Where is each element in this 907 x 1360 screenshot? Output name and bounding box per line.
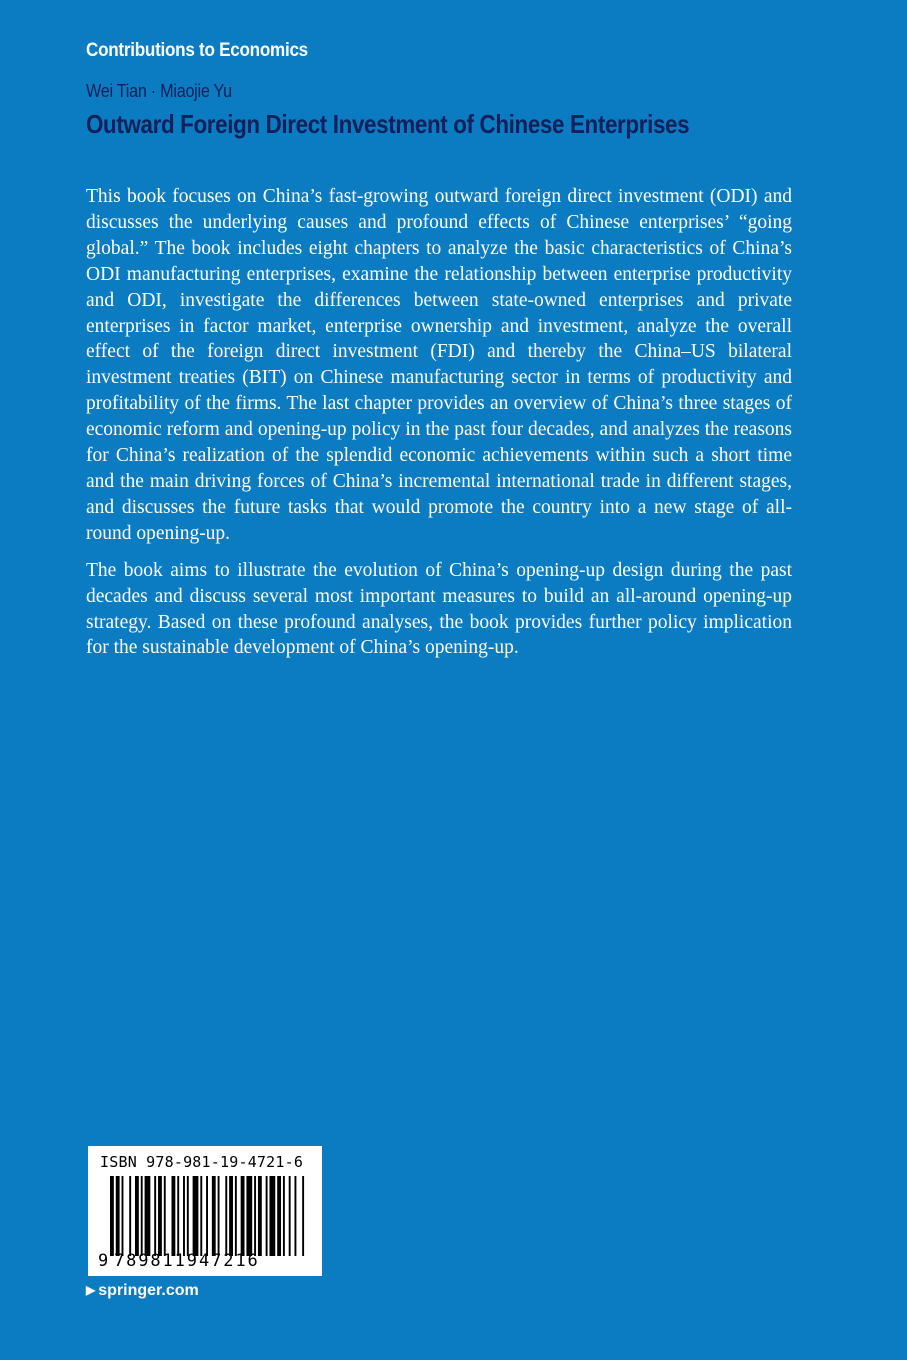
barcode-bar	[141, 1176, 143, 1256]
barcode-bar	[283, 1176, 285, 1256]
publisher-link[interactable]	[86, 1282, 199, 1300]
barcode-bar	[187, 1176, 189, 1256]
barcode-bar	[154, 1176, 156, 1256]
book-description	[86, 184, 792, 672]
barcode-first-digit: 9	[98, 1251, 109, 1271]
barcode-bar	[258, 1176, 262, 1256]
barcode-bar	[218, 1176, 220, 1256]
barcode-bar	[145, 1176, 151, 1256]
barcode-bar	[116, 1176, 120, 1256]
barcode-bar	[302, 1176, 304, 1256]
barcode-bar	[235, 1176, 237, 1256]
triangle-right-icon: ▶	[86, 1283, 96, 1297]
barcode-bar	[193, 1176, 199, 1256]
barcode-bar	[294, 1176, 296, 1256]
isbn-label: ISBN 978-981-19-4721-6	[100, 1153, 304, 1171]
barcode-bar	[246, 1176, 252, 1256]
barcode-bar	[158, 1176, 162, 1256]
barcode-bar	[122, 1176, 124, 1256]
barcode-bar	[277, 1176, 281, 1256]
barcode-bar	[164, 1176, 166, 1256]
publisher-url: springer.com	[98, 1282, 199, 1299]
barcode-bar	[289, 1176, 291, 1256]
barcode-bar	[225, 1176, 227, 1256]
book-authors: Wei Tian · Miaojie Yu	[86, 81, 232, 101]
barcode-image	[110, 1176, 306, 1256]
barcode-bar	[266, 1176, 268, 1256]
book-title: Outward Foreign Direct Investment of Chinese Enterprises	[86, 109, 690, 139]
barcode-bar	[135, 1176, 139, 1256]
isbn-barcode-block	[88, 1146, 322, 1276]
barcode-bar	[254, 1176, 256, 1256]
barcode-bar	[241, 1176, 245, 1256]
barcode-bar	[200, 1176, 202, 1256]
barcode-bar	[269, 1176, 275, 1256]
description-paragraph-2: The book aims to illustrate the evolution of China’s opening-up design during the past decades and discuss several most important measures to build an all-around opening-up strategy. Based on these profound analyses, the book provides further policy implication for the sustainable development of China’s opening-up.	[86, 559, 792, 659]
description-paragraph-1: This book focuses on China’s fast-growing outward foreign direct investment (ODI) and discusses the underlying causes and profound effects of Chinese enterprises’ “going global.” The book includes eight chapters to analyze the basic characteristics of China’s ODI manufacturing enterprises, examine the relationship between enterprise productivity and ODI, investigate the differences between state-owned enterprises and private enterprises in factor market, enterprise ownership and investment, analyze the overall effect of the foreign direct investment (FDI) and thereby the China–US bilateral investment treaties (BIT) on Chinese manufacturing sector in terms of productivity and profitability of the firms. The last chapter provides an overview of China’s three stages of economic reform and opening-up policy in the past four decades, and analyzes the reasons for China’s realization of the splendid economic achievements within such a short time and the main driving forces of China’s incremental international trade in different stages, and discusses the future tasks that would promote the country into a new stage of all-round opening-up.	[86, 186, 792, 544]
barcode-bar	[177, 1176, 179, 1256]
series-name: Contributions to Economics	[86, 40, 308, 61]
barcode-bar	[206, 1176, 208, 1256]
barcode-bar	[171, 1176, 175, 1256]
barcode-bar	[229, 1176, 233, 1256]
barcode-bar	[212, 1176, 216, 1256]
barcode-bar	[183, 1176, 185, 1256]
barcode-digit-string: 789811947216	[114, 1251, 260, 1271]
barcode-bar	[110, 1176, 114, 1256]
barcode-bar	[129, 1176, 131, 1256]
